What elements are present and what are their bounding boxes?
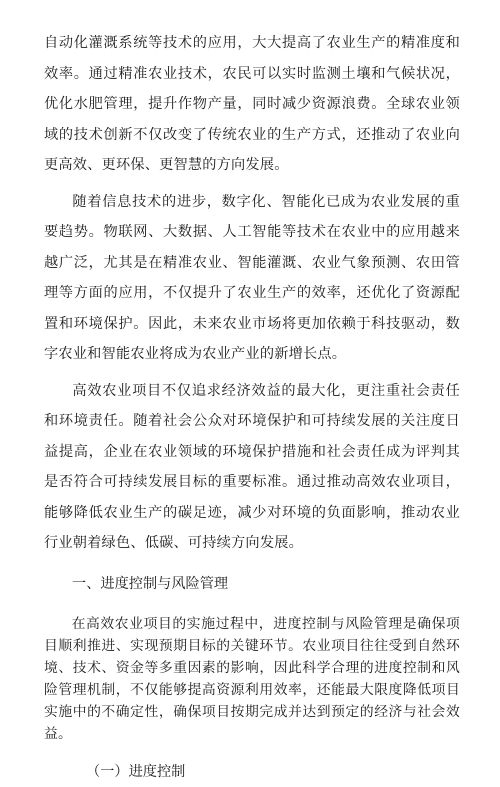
paragraph-3: 高效农业项目不仅追求经济效益的最大化，更注重社会责任和环境责任。随着社会公众对环境保护和可持续发展的关注度日益提高，企业在农业领域的环境保护措施和社会责任成为评判其是否符合可持续发展目标的重要标准。通过推动高效农业项目，能够降低农业生产的碳足迹，减少对环境的负面影响，推动农业行业朝着绿色、低碳、可持续方向发展。 bbox=[44, 382, 460, 551]
paragraph-1: 自动化灌溉系统等技术的应用，大大提高了农业生产的精准度和效率。通过精准农业技术，农民可以实时监测土壤和气候状况，优化水肥管理，提升作物产量，同时减少资源浪费。全球农业领域的技术创新不仅改变了传统农业的生产方式，还推动了农业向更高效、更环保、更智慧的方向发展。 bbox=[44, 35, 460, 173]
section-heading: 一、进度控制与风险管理 bbox=[72, 575, 229, 592]
section-paragraph: 在高效农业项目的实施过程中，进度控制与风险管理是确保项目顺利推进、实现预期目标的关键环节。农业项目往往受到自然环境、技术、资金等多重因素的影响，因此科学合理的进度控制和风险管理机制，不仅能够提高资源利用效率，还能最大限度降低项目实施中的不确定性，确保项目按期完成并达到预定的经济与社会效益。 bbox=[44, 615, 460, 742]
paragraph-2: 随着信息技术的进步，数字化、智能化已成为农业发展的重要趋势。物联网、大数据、人工智能等技术在农业中的应用越来越广泛，尤其是在精准农业、智能灌溉、农业气象预测、农田管理等方面的应用，不仅提升了农业生产的效率，还优化了资源配置和环境保护。因此，未来农业市场将更加依赖于科技驱动，数字农业和智能农业将成为农业产业的新增长点。 bbox=[44, 193, 460, 362]
subsection-heading: （一）进度控制 bbox=[86, 763, 186, 780]
